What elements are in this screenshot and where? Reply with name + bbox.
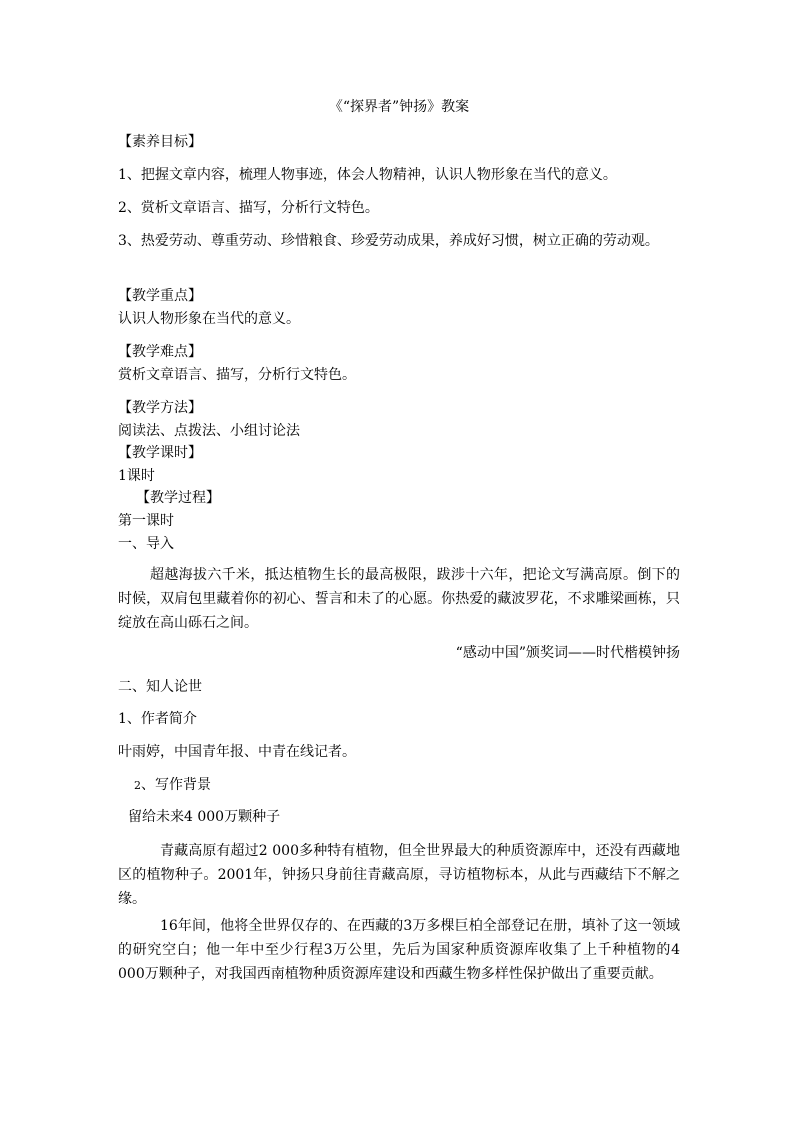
background-heading <box>134 774 696 797</box>
hours-heading: 【教学课时】 <box>118 445 202 461</box>
background-heading-text: 、写作背景 <box>141 777 211 793</box>
goals-heading: 【素养目标】 <box>118 134 202 150</box>
author-heading: 1、作者简介 <box>118 711 197 727</box>
lesson-label: 第一课时 <box>118 513 174 529</box>
part1-heading: 一、导入 <box>118 536 174 552</box>
intro-source: “感动中国”颁奖词——时代楷模钟扬 <box>455 645 680 661</box>
difficulty-heading: 【教学难点】 <box>118 344 202 360</box>
background-subtitle: 留给未来4 000万颗种子 <box>128 809 281 825</box>
key-heading: 【教学重点】 <box>118 288 202 304</box>
intro-paragraph: 超越海拔六千米，抵达植物生长的最高极限，跋涉十六年，把论文写满高原。倒下的时候，双肩包里藏着你的初心、誓言和未了的心愿。你热爱的藏波罗花，不求雕梁画栋，只绽放在高山砾石之间。 <box>118 567 680 631</box>
goal-item-3: 3、热爱劳动、尊重劳动、珍惜粮食、珍爱劳动成果，养成好习惯，树立正确的劳动观。 <box>118 233 659 249</box>
goal-item-1: 1、把握文章内容，梳理人物事迹，体会人物精神，认识人物形象在当代的意义。 <box>118 167 617 183</box>
key-text: 认识人物形象在当代的意义。 <box>118 311 300 327</box>
background-number: 2 <box>134 779 141 792</box>
part2-heading: 二、知人论世 <box>118 679 202 695</box>
method-heading: 【教学方法】 <box>118 400 202 416</box>
goal-item-2: 2、赏析文章语言、描写，分析行文特色。 <box>118 200 379 216</box>
process-heading: 【教学过程】 <box>136 490 220 506</box>
background-paragraph-2: 16年间，他将全世界仅存的、在西藏的3万多棵巨柏全部登记在册，填补了这一领域的研究空白；他一年中至少行程3万公里，先后为国家种质资源库收集了上千种植物的4 000万颗种子，对我国西南植物种质资源库建设和西藏生物多样性保护做出了重要贡献。 <box>118 918 680 982</box>
difficulty-text: 赏析文章语言、描写，分析行文特色。 <box>118 367 356 383</box>
method-text: 阅读法、点拨法、小组讨论法 <box>118 423 300 439</box>
background-paragraph-1: 青藏高原有超过2 000多种特有植物，但全世界最大的种质资源库中，还没有西藏地区的植物种子。2001年，钟扬只身前往青藏高原，寻访植物标本，从此与西藏结下不解之缘。 <box>118 843 680 907</box>
hours-text: 1课时 <box>118 468 155 484</box>
document-title: 《“探界者”钟扬》教案 <box>328 99 470 115</box>
author-text: 叶雨婷，中国青年报、中青在线记者。 <box>118 744 356 760</box>
